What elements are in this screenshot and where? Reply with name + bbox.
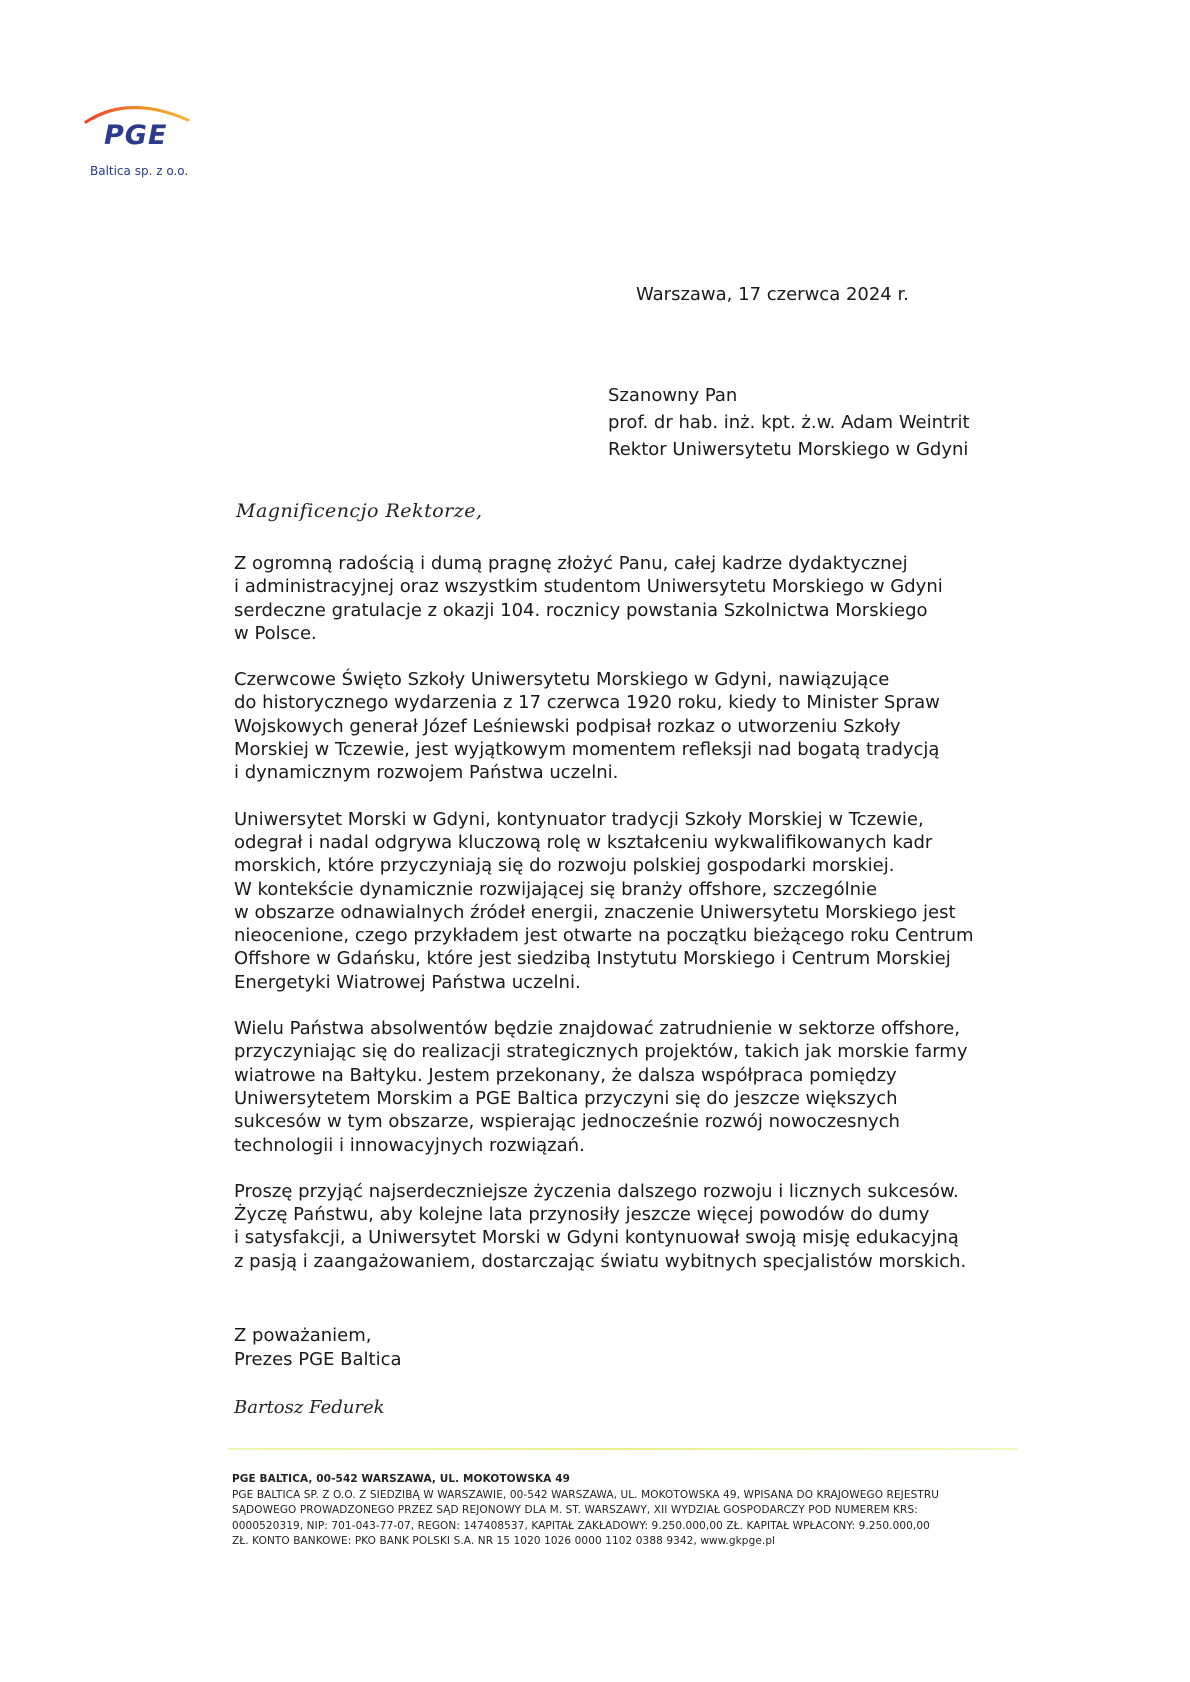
body-line: w obszarze odnawialnych źródeł energii, znaczenie Uniwersytetu Morskiego jest <box>234 901 956 923</box>
footer-address: PGE BALTICA, 00-542 WARSZAWA, UL. MOKOTOWSKA 49 <box>232 1473 571 1485</box>
body-line: do historycznego wydarzenia z 17 czerwca 1920 roku, kiedy to Minister Spraw <box>234 692 940 714</box>
body-line: Czerwcowe Święto Szkoły Uniwersytetu Morskiego w Gdyni, nawiązujące <box>234 669 890 691</box>
paragraph <box>234 1180 1094 1273</box>
signature: Bartosz Fedurek <box>234 1397 385 1418</box>
recipient-block <box>608 382 970 463</box>
paragraph <box>234 1017 1094 1157</box>
body-line: serdeczne gratulacje z okazji 104. rocznicy powstania Szkolnictwa Morskiego <box>234 599 928 621</box>
signer-title: Prezes PGE Baltica <box>234 1348 402 1370</box>
company-logo <box>78 92 208 182</box>
body-line: W kontekście dynamicznie rozwijającej się branży offshore, szczególnie <box>234 878 878 900</box>
closing-block <box>234 1324 402 1371</box>
body-line: Proszę przyjąć najserdeczniejsze życzenia dalszego rozwoju i licznych sukcesów. <box>234 1180 959 1202</box>
body-line: Życzę Państwu, aby kolejne lata przynosiły jeszcze więcej powodów do dumy <box>234 1204 930 1226</box>
body-line: sukcesów w tym obszarze, wspierając jednocześnie rozwój nowoczesnych <box>234 1111 900 1133</box>
body-line: nieocenione, czego przykładem jest otwarte na początku bieżącego roku Centrum <box>234 925 974 947</box>
letter-body <box>234 552 1094 1296</box>
footer-legal-line: PGE BALTICA SP. Z O.O. Z SIEDZIBĄ W WARSZAWIE, 00-542 WARSZAWA, UL. MOKOTOWSKA 49, WPISANA DO KRAJOWEGO REJESTRU <box>232 1488 940 1501</box>
body-line: Z ogromną radością i dumą pragnę złożyć Panu, całej kadrze dydaktycznej <box>234 553 908 574</box>
footer-legal-line: 0000520319, NIP: 701-043-77-07, REGON: 147408537, KAPITAŁ ZAKŁADOWY: 9.250.000,00 ZŁ. KAPITAŁ WPŁACONY: 9.250.000,00 <box>232 1519 930 1532</box>
body-line: Wielu Państwa absolwentów będzie znajdować zatrudnienie w sektorze offshore, <box>234 1018 960 1040</box>
body-line: w Polsce. <box>234 622 317 644</box>
body-line: Uniwersytetem Morskim a PGE Baltica przyczyni się do jeszcze większych <box>234 1087 898 1109</box>
footer-legal-line: ZŁ. KONTO BANKOWE: PKO BANK POLSKI S.A. NR 15 1020 1026 0000 1102 0388 9342, www.gkpge.pl <box>232 1535 776 1547</box>
body-line: Morskiej w Tczewie, jest wyjątkowym momentem refleksji nad bogatą tradycją <box>234 739 940 761</box>
footer <box>232 1472 1062 1550</box>
body-line: wiatrowe na Bałtyku. Jestem przekonany, że dalsza współpraca pomiędzy <box>234 1064 897 1086</box>
recipient-name: prof. dr hab. inż. kpt. ż.w. Adam Weintrit <box>608 412 970 433</box>
footer-divider <box>228 1448 1018 1450</box>
body-line: przyczyniając się do realizacji strategicznych projektów, takich jak morskie farmy <box>234 1041 968 1063</box>
salutation: Magnificencjo Rektorze, <box>236 500 483 522</box>
body-line: i satysfakcji, a Uniwersytet Morski w Gdyni kontynuował swoją misję edukacyjną <box>234 1227 959 1249</box>
recipient-greeting: Szanowny Pan <box>608 385 738 406</box>
recipient-title: Rektor Uniwersytetu Morskiego w Gdyni <box>608 439 969 460</box>
body-line: technologii i innowacyjnych rozwiązań. <box>234 1134 585 1156</box>
body-line: Energetyki Wiatrowej Państwa uczelni. <box>234 971 581 993</box>
body-line: odegrał i nadal odgrywa kluczową rolę w kształceniu wykwalifikowanych kadr <box>234 831 933 853</box>
letter-date: Warszawa, 17 czerwca 2024 r. <box>636 284 909 305</box>
paragraph <box>234 668 1094 784</box>
body-line: z pasją i zaangażowaniem, dostarczając światu wybitnych specjalistów morskich. <box>234 1250 967 1272</box>
paragraph <box>234 808 1094 994</box>
body-line: morskich, które przyczyniają się do rozwoju polskiej gospodarki morskiej. <box>234 855 895 877</box>
body-line: Wojskowych generał Józef Leśniewski podpisał rozkaz o utworzeniu Szkoły <box>234 715 901 737</box>
body-line: i dynamicznym rozwojem Państwa uczelni. <box>234 762 619 784</box>
body-line: Offshore w Gdańsku, które jest siedzibą Instytutu Morskiego i Centrum Morskiej <box>234 948 951 970</box>
closing-phrase: Z poważaniem, <box>234 1325 372 1346</box>
footer-legal-line: SĄDOWEGO PROWADZONEGO PRZEZ SĄD REJONOWY DLA M. ST. WARSZAWY, XII WYDZIAŁ GOSPODARCZY POD NUMEREM KRS: <box>232 1504 918 1516</box>
logo-wordmark: PGE <box>104 120 168 151</box>
paragraph <box>234 552 1094 645</box>
body-line: Uniwersytet Morski w Gdyni, kontynuator tradycji Szkoły Morskiej w Tczewie, <box>234 808 924 830</box>
body-line: i administracyjnej oraz wszystkim studentom Uniwersytetu Morskiego w Gdyni <box>234 576 943 598</box>
company-name: Baltica sp. z o.o. <box>90 164 189 178</box>
